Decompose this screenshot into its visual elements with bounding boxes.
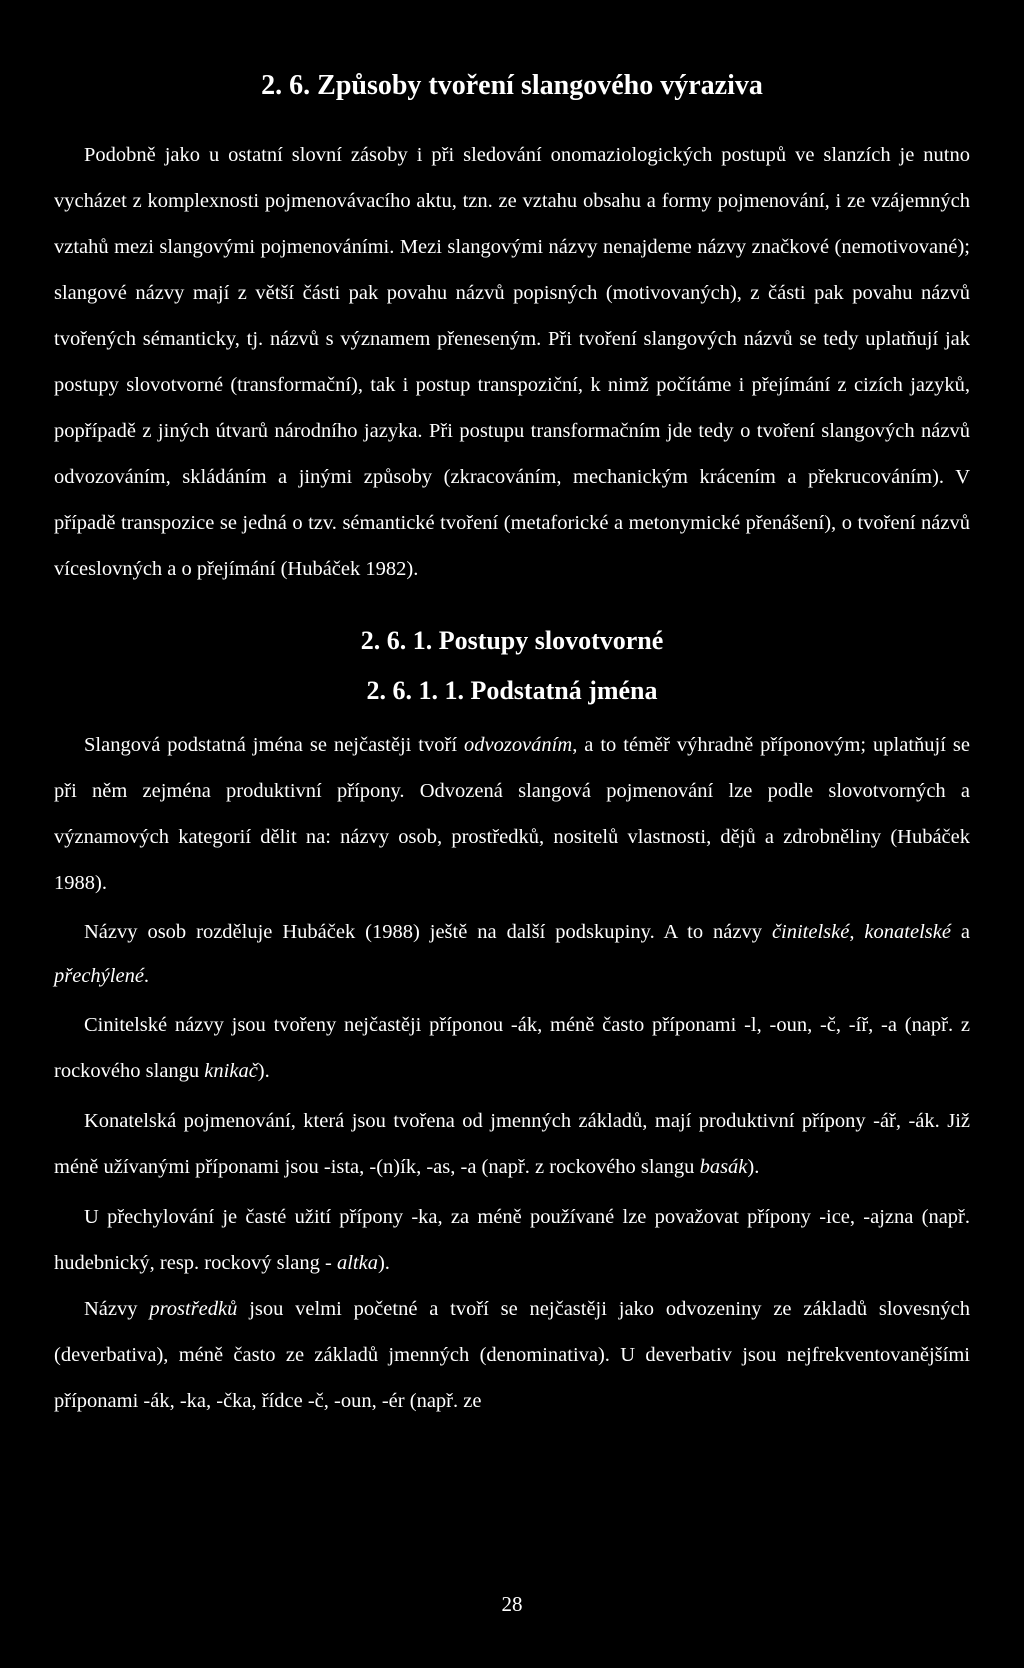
text-run: Slangová podstatná jména se nejčastěji tvoří — [84, 734, 464, 756]
emphasis-term: prostředků — [149, 1298, 238, 1320]
emphasis-term: konatelské — [864, 921, 951, 943]
paragraph-instrument-names — [54, 1286, 970, 1424]
emphasis-term: činitelské — [771, 921, 850, 943]
section-heading: 2. 6. Způsoby tvoření slangového výraziva — [261, 70, 763, 101]
page-number: 28 — [501, 1592, 523, 1616]
text-run: Cinitelské názvy jsou tvořeny nejčastěji příponou -ák, méně často příponami -l, -oun, -č, -íř, -a (např. z rockového slangu — [54, 1014, 970, 1082]
text-run: a — [950, 921, 970, 943]
paragraph-actor-names — [54, 1098, 970, 1190]
text-run: Názvy — [84, 1298, 150, 1320]
text-run: . — [143, 965, 150, 987]
text-run: ). — [747, 1156, 760, 1178]
text-run: , — [849, 921, 865, 943]
paragraph-person-names — [54, 910, 970, 998]
emphasis-term: altka — [336, 1252, 378, 1274]
emphasis-term: knikač — [204, 1060, 258, 1082]
document-page — [54, 70, 970, 1424]
paragraph-feminine-forms — [54, 1194, 970, 1286]
text-run: , a to téměř výhradně příponovým; uplatňují se při něm zejména produktivní přípony. Odvozená slangová pojmenování lze podle slovotvorných a významových kategorií dělit na: názvy osob, prostředků, nositelů vlastnosti, dějů a zdrobněliny (Hubáček 1988). — [54, 734, 970, 894]
text-run: ). — [257, 1060, 270, 1082]
text-run: Konatelská pojmenování, která jsou tvořena od jmenných základů, mají produktivní přípony -ář, -ák. Již méně užívanými příponami jsou -ista, -(n)ík, -as, -a (např. z rockového slangu — [54, 1110, 970, 1178]
subsubsection-heading: 2. 6. 1. 1. Podstatná jména — [366, 676, 658, 705]
paragraph-nouns-derivation — [54, 722, 970, 906]
text-run: ). — [377, 1252, 390, 1274]
emphasis-term: odvozováním — [464, 734, 573, 756]
text-run: Názvy osob rozděluje Hubáček (1988) ještě na další podskupiny. A to názvy — [84, 921, 772, 943]
text-run: U přechylování je časté užití přípony -ka, za méně používané lze považovat přípony -ice, -ajzna (např. hudebnický, resp. rockový slang - — [54, 1206, 970, 1274]
text-run: jsou velmi početné a tvoří se nejčastěji jako odvozeniny ze základů slovesných (deverbativa), méně často ze základů jmenných (denominativa). U deverbativ jsou nejfrekventovanějšími příponami -ák, -ka, -čka, řídce -č, -oun, -ér (např. ze — [54, 1298, 970, 1412]
subsection-heading: 2. 6. 1. Postupy slovotvorné — [360, 626, 664, 655]
emphasis-term: basák — [699, 1156, 748, 1178]
paragraph-agent-names — [54, 1002, 970, 1094]
intro-paragraph: Podobně jako u ostatní slovní zásoby i při sledování onomaziologických postupů ve slanzích je nutno vycházet z komplexnosti pojmenovávacího aktu, tzn. ze vztahu obsahu a formy pojmenování, i ze vzájemných vztahů mezi slangovými pojmenováními. Mezi slangovými názvy nenajdeme názvy značkové (nemotivované); slangové názvy mají z větší části pak povahu názvů popisných (motivovaných), z části pak povahu názvů tvořených sémanticky, tj. názvů s významem přeneseným. Při tvoření slangových názvů se tedy uplatňují jak postupy slovotvorné (transformační), tak i postup transpoziční, k nimž počítáme i přejímání z cizích jazyků, popřípadě z jiných útvarů národního jazyka. Při postupu transformačním jde tedy o tvoření slangových názvů odvozováním, skládáním a jinými způsoby (zkracováním, mechanickým krácením a překrucováním). V případě transpozice se jedná o tzv. sémantické tvoření (metaforické a metonymické přenášení), o tvoření názvů víceslovných a o přejímání (Hubáček 1982). — [54, 144, 970, 580]
emphasis-term: přechýlené — [54, 965, 144, 987]
